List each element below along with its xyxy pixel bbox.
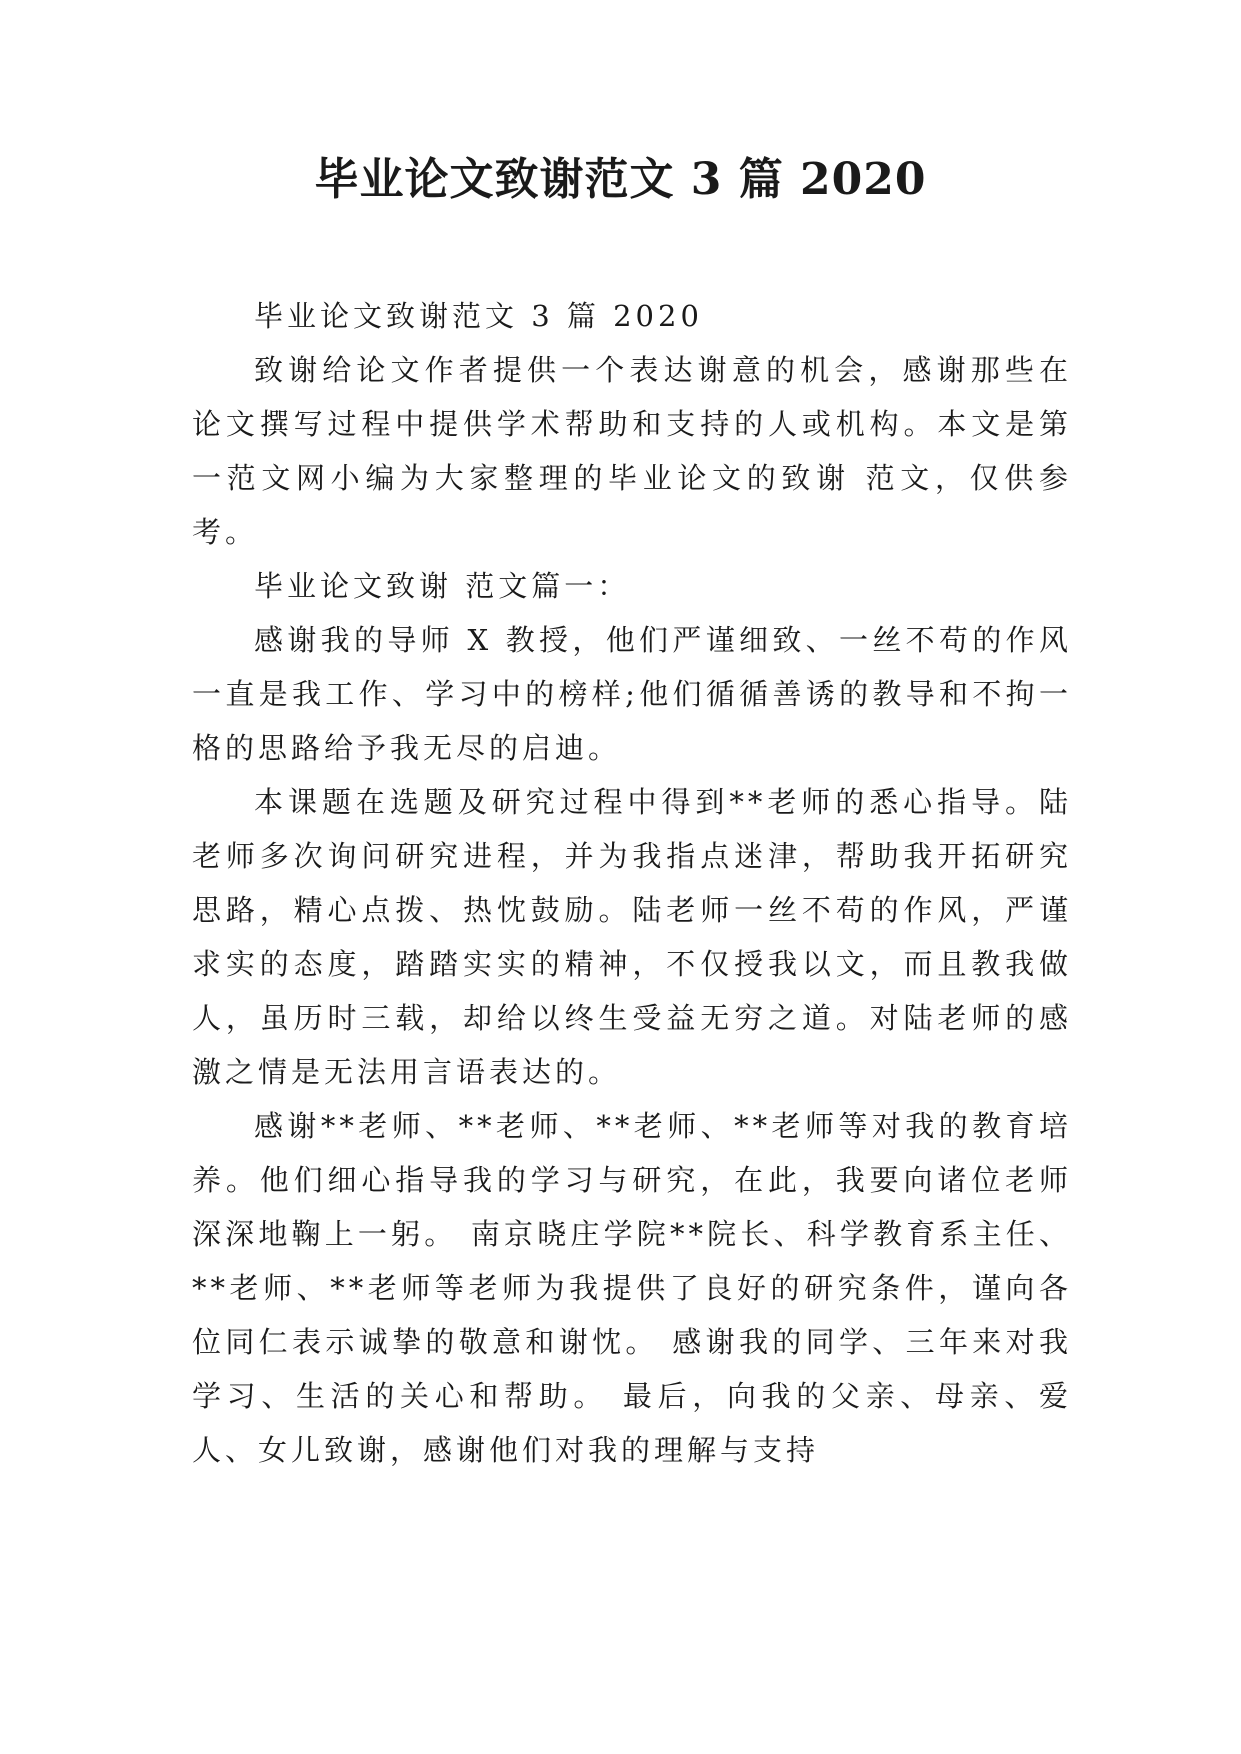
- body-paragraph: 本课题在选题及研究过程中得到**老师的悉心指导。陆老师多次询问研究进程，并为我指点迷津，帮助我开拓研究思路，精心点拨、热忱鼓励。陆老师一丝不苟的作风，严谨求实的态度，踏踏实实的精神，不仅授我以文，而且教我做人，虽历时三载，却给以终生受益无穷之道。对陆老师的感激之情是无法用言语表达的。: [192, 785, 1072, 1089]
- body-paragraph: 感谢**老师、**老师、**老师、**老师等对我的教育培养。他们细心指导我的学习与研究，在此，我要向诸位老师深深地鞠上一躬。 南京晓庄学院**院长、科学教育系主任、**老师、**老师等老师为我提供了良好的研究条件，谨向各位同仁表示诚挚的敬意和谢忱。 感谢我的同学、三年来对我学习、生活的关心和帮助。 最后，向我的父亲、母亲、爱人、女儿致谢，感谢他们对我的理解与支持: [192, 1109, 1072, 1467]
- intro-paragraph: 致谢给论文作者提供一个表达谢意的机会，感谢那些在论文撰写过程中提供学术帮助和支持的人或机构。本文是第一范文网小编为大家整理的毕业论文的致谢 范文，仅供参考。: [192, 353, 1072, 549]
- section-heading-paragraph: 毕业论文致谢 范文篇一：: [254, 569, 631, 603]
- document-title: 毕业论文致谢范文 3 篇 2020: [314, 154, 927, 205]
- subtitle-paragraph: 毕业论文致谢范文 3 篇 2020: [254, 299, 703, 333]
- document-body: [192, 289, 1072, 1477]
- body-paragraph: 感谢我的导师 X 教授，他们严谨细致、一丝不苟的作风一直是我工作、学习中的榜样;他们循循善诱的教导和不拘一格的思路给予我无尽的启迪。: [192, 623, 1072, 765]
